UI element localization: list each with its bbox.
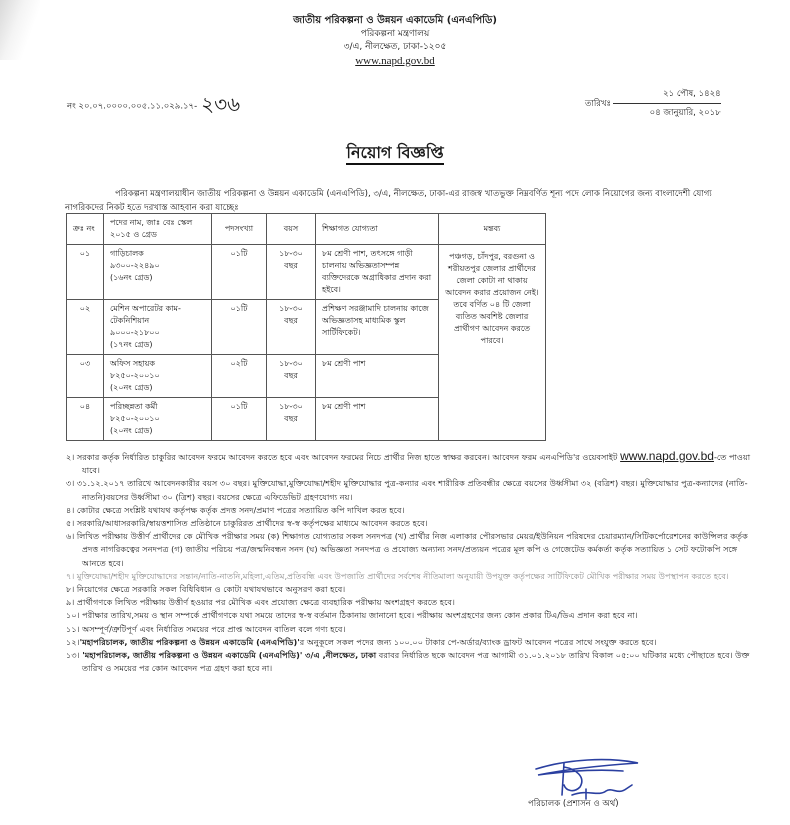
title-text: নিয়োগ বিজ্ঞপ্তি [346, 143, 443, 165]
notice-title [0, 140, 790, 167]
post-name: পরিচ্ছন্নতা কর্মী [110, 402, 158, 411]
cell-sl: ০১ [67, 245, 104, 300]
condition-item: ২। সরকার কর্তৃক নির্ধারিত চাকুরির আবেদন ফরমে আবেদন করতে হবে এবং আবেদন ফরমের নিচে প্রার্থীর নিজ হাতে স্বাক্ষর করবেন। আবেদন ফরম এনএপিডি'র ওয়েবসাইট www.napd.gov.bd-তে পাওয়া যাবে। [66, 449, 751, 476]
condition-item: ৩। ৩১.১২.২০১৭ তারিখে আবেদনকারীর বয়স ৩০ বছর। মুক্তিযোদ্ধা,মুক্তিযোদ্ধা/শহীদ মুক্তিযোদ্ধার পুত্র-কন্যার এবং শারীরিক প্রতিবন্ধীর ক্ষেত্রে বয়সের উর্ধ্বসীমা ৩২ (বত্রিশ) বছর। মুক্তিযোদ্ধার পুত্র-কন্যাদের (নাতি-নাতনি)বয়সের উর্ধ্বসীমা ৩০ (ত্রিশ) বছর। বয়সের ক্ষেত্রে এফিডেভিট গ্রহণযোগ্য নয়। [66, 478, 748, 502]
date-bangla: ২১ পৌষ, ১৪২৪ [613, 87, 721, 104]
pay-scale: ৯৩০০-২২৪৯০ [110, 261, 160, 270]
addressee: 'মহাপরিচালক, জাতীয় পরিকল্পনা ও উন্নয়ন একাডেমি (এনএপিডি)' [79, 636, 300, 647]
cell-remarks: পঞ্চগড়, চাঁদপুর, বরগুনা ও শরীয়তপুর জেলার প্রার্থীদের জেলা কোটা না থাকায় আবেদন করার প্রয়োজন নেই। তবে বর্ণিত ০৪ টি জেলা ব্যতিত অবশিষ্ট জেলার প্রার্থীগণ আবেদন করতে পারবে। [439, 245, 546, 441]
organization-name: জাতীয় পরিকল্পনা ও উন্নয়ন একাডেমি (এনএপিডি) [293, 15, 497, 26]
cell-age: ১৮-৩০ বছর [267, 300, 316, 355]
condition-item: ৭। মুক্তিযোদ্ধা/শহীদ মুক্তিযোদ্ধাদের সন্তান/নাতি-নাতনি,মহিলা,এতিম,প্রতিবন্ধি এবং উপজাতি প্রার্থীদের সর্বশেষ নীতিমালা অনুযায়ী উপযুক্ত কর্তৃপক্ষের সার্টিফিকেট মৌখিক পরীক্ষার সময় উপস্থাপন করতে হবে। [66, 570, 729, 581]
ministry-name: পরিকল্পনা মন্ত্রণালয় [360, 29, 430, 39]
condition-item: ১১। অসম্পূর্ণ/ত্রুটিপূর্ণ এবং নির্ধারিত সময়ের পরে প্রাপ্ত আবেদন বাতিল বলে গণ্য হবে। [66, 623, 346, 634]
cell-count: ০১টি [212, 398, 267, 441]
website-link[interactable]: www.napd.gov.bd [355, 55, 435, 67]
pay-scale: ৮২৫০-২০০১০ [110, 371, 160, 380]
condition-item: ১২।'মহাপরিচালক, জাতীয় পরিকল্পনা ও উন্নয়ন একাডেমি (এনএপিডি)'র অনুকূলে সকল পদের জন্য ১০০.০০ টাকার পে-অর্ডার/ব্যাংক ড্রাফট আবেদন পত্রের সাথে সংযুক্ত করতে হবে। [66, 636, 657, 647]
date-english: ০৪ জানুয়ারি, ২০১৮ [649, 108, 721, 118]
cell-education: ৮ম শ্রেণী পাশ, তৎসঙ্গে গাড়ী চালনায় অভিজ্ঞতাসম্পন্ন ব্যক্তিদেরকে অগ্রাধিকার প্রদান করা হইবে। [316, 245, 439, 300]
header-education: শিক্ষাগত যোগ্যতা [316, 214, 439, 245]
cell-age: ১৮-৩০ বছর [267, 245, 316, 300]
table-header-row [67, 214, 546, 245]
cell-post-name [104, 355, 212, 398]
cell-education: ৮ম শ্রেণী পাশ [316, 355, 439, 398]
post-name: গাড়িচালক [110, 249, 144, 258]
conditions-list [66, 450, 756, 675]
grade: (১৭নং গ্রেড) [110, 340, 153, 349]
cell-sl: ০৪ [67, 398, 104, 441]
date-block [585, 87, 721, 120]
header-post-count: পদসংখ্যা [212, 214, 267, 245]
cell-age: ১৮-৩০ বছর [267, 355, 316, 398]
memo-reference [67, 90, 240, 123]
pay-scale: ৯০০০-২১৮০০ [110, 328, 160, 337]
grade: (২০নং গ্রেড) [110, 383, 153, 392]
condition-item: ৯। প্রার্থীগণকে লিখিত পরীক্ষায় উত্তীর্ণ হওয়ার পর মৌখিক এবং প্রযোজ্য ক্ষেত্রে ব্যবহারিক পরীক্ষায় অংশগ্রহণ করতে হবে। [66, 597, 455, 608]
condition-item: ৪। কোটার ক্ষেত্রে সংশ্লিষ্ট যথাযথ কর্তৃপক্ষ কর্তৃক প্রদত্ত সনদ/প্রমাণ পত্রের সত্যায়িত কপি দাখিল করত হবে। [66, 504, 405, 515]
post-name: মেশিন অপারেটর কাম-টেকনিশিয়ান [110, 304, 181, 325]
header-sl: ক্রঃ নং [67, 214, 104, 245]
header-post-name: পদের নাম, জাঃ বেঃ স্কেল ২০১৫ ও গ্রেড [104, 214, 212, 245]
date-label: তারিখঃ [585, 98, 612, 109]
intro-paragraph: পরিকল্পনা মন্ত্রণালয়াধীন জাতীয় পরিকল্পনা ও উন্নয়ন একাডেমি (এনএপিডি), ৩/এ, নীলক্ষেত, ঢাকা-এর রাজস্ব খাতভুক্ত নিম্নবর্ণিত শূন্য পদে লোক নিয়োগের জন্য বাংলাদেশী যোগ্য নাগরিকদের নিকট হতে দরখাস্ত আহবান করা যাচ্ছেঃ [65, 188, 712, 213]
header-remarks: মন্তব্য [439, 214, 546, 245]
addressee: 'মহাপরিচালক, জাতীয় পরিকল্পনা ও উন্নয়ন একাডেমি (এনএপিডি)' ৩/এ ,নীলক্ষেত, ঢাকা [82, 650, 377, 661]
website-link[interactable]: www.napd.gov.bd [620, 449, 714, 463]
cell-sl: ০২ [67, 300, 104, 355]
cell-post-name [104, 300, 212, 355]
signatory-title: পরিচালক (প্রশাসন ও অর্থ) [528, 799, 619, 809]
grade: (২০নং গ্রেড) [110, 426, 153, 435]
post-name: অফিস সহায়ক [110, 359, 156, 368]
cell-count: ০১টি [212, 245, 267, 300]
cell-sl: ০৩ [67, 355, 104, 398]
cell-post-name [104, 398, 212, 441]
header-age: বয়স [267, 214, 316, 245]
grade: (১৬নং গ্রেড) [110, 273, 153, 282]
cell-education: প্রশিক্ষণ সরঞ্জামাদি চালনায় কাজে অভিজ্ঞতাসহ মাধ্যমিক স্কুল সার্টিফিকেট। [316, 300, 439, 355]
condition-item: ৬। লিখিত পরীক্ষায় উত্তীর্ণ প্রার্থীদের কে মৌখিক পরীক্ষার সময় (ক) শিক্ষাগত যোগ্যতার সকল সনদপত্র (খ) প্রার্থীর নিজ এলাকার পৌরসভার মেয়র/ইউনিয়ন পরিষদের চেয়ারম্যান/সিটিকর্পোরেশনের কাউন্সিলর কর্তৃক প্রদত্ত নাগরিকত্বের সনদপত্র (গ) জাতীয় পরিচয় পত্র/জন্মনিবন্ধন সনদ (ঘ) অভিজ্ঞতা সনদপত্র ও প্রযোজ্য অন্যান্য সনদ/প্রত্যয়ন পত্রের মূল কপি ও গেজেটেড কর্মকর্তা কর্তৃক সত্যায়িত ১ সেট ফটোকপি সঙ্গে আনতে হবে। [66, 531, 748, 568]
cell-education: ৮ম শ্রেণী পাশ [316, 398, 439, 441]
condition-item: ৫। সরকারি/আধাসরকারি/স্বায়ত্তশাসিত প্রতিষ্ঠানে চাকুরিরত প্রার্থীদের স্ব-স্ব কর্তৃপক্ষের মাধ্যমে আবেদন করতে হবে। [66, 518, 428, 529]
cell-post-name [104, 245, 212, 300]
letterhead [0, 14, 790, 69]
condition-item: ৮। নিয়োগের ক্ষেত্রে সরকারি সকল বিধিবিধান ও কোটা যথাযথভাবে অনুসরণ করা হবে। [66, 584, 346, 595]
table-row [67, 245, 546, 300]
memo-number: নং ২০.০৭.০০০০.০০৫.১১.০২৯.১৭- [67, 101, 198, 112]
condition-item: ১৩। 'মহাপরিচালক, জাতীয় পরিকল্পনা ও উন্নয়ন একাডেমি (এনএপিডি)' ৩/এ ,নীলক্ষেত, ঢাকা বরাবর নির্ধারিত ছকে আবেদন পত্র আগামী ৩১.০১.২০১৮ তারিখ বিকাল ০৫:০০ ঘটিকার মধ্যে পৌছাতে হবে। উক্ত তারিখ ও সময়ের পর কোন আবেদন পত্র গ্রহণ করা হবে না। [66, 650, 750, 674]
pay-scale: ৮২৫০-২০০১০ [110, 414, 160, 423]
vacancy-table [66, 213, 546, 441]
condition-item: ১০। পরীক্ষার তারিখ,সময় ও স্থান সম্পর্কে প্রার্থীগণকে যথা সময়ে তাদের স্ব-স্ব বর্তমান ঠিকানায় জানানো হবে। পরীক্ষায় অংশগ্রহণের জন্য কোন প্রকার টিএ/ডিএ প্রদান করা হবে না। [66, 610, 638, 621]
handwritten-number: ২৩৬ [201, 92, 241, 116]
cell-count: ০২টি [212, 355, 267, 398]
cell-age: ১৮-৩০ বছর [267, 398, 316, 441]
address: ৩/এ, নীলক্ষেত, ঢাকা-১২০৫ [343, 42, 447, 52]
cell-count: ০১টি [212, 300, 267, 355]
